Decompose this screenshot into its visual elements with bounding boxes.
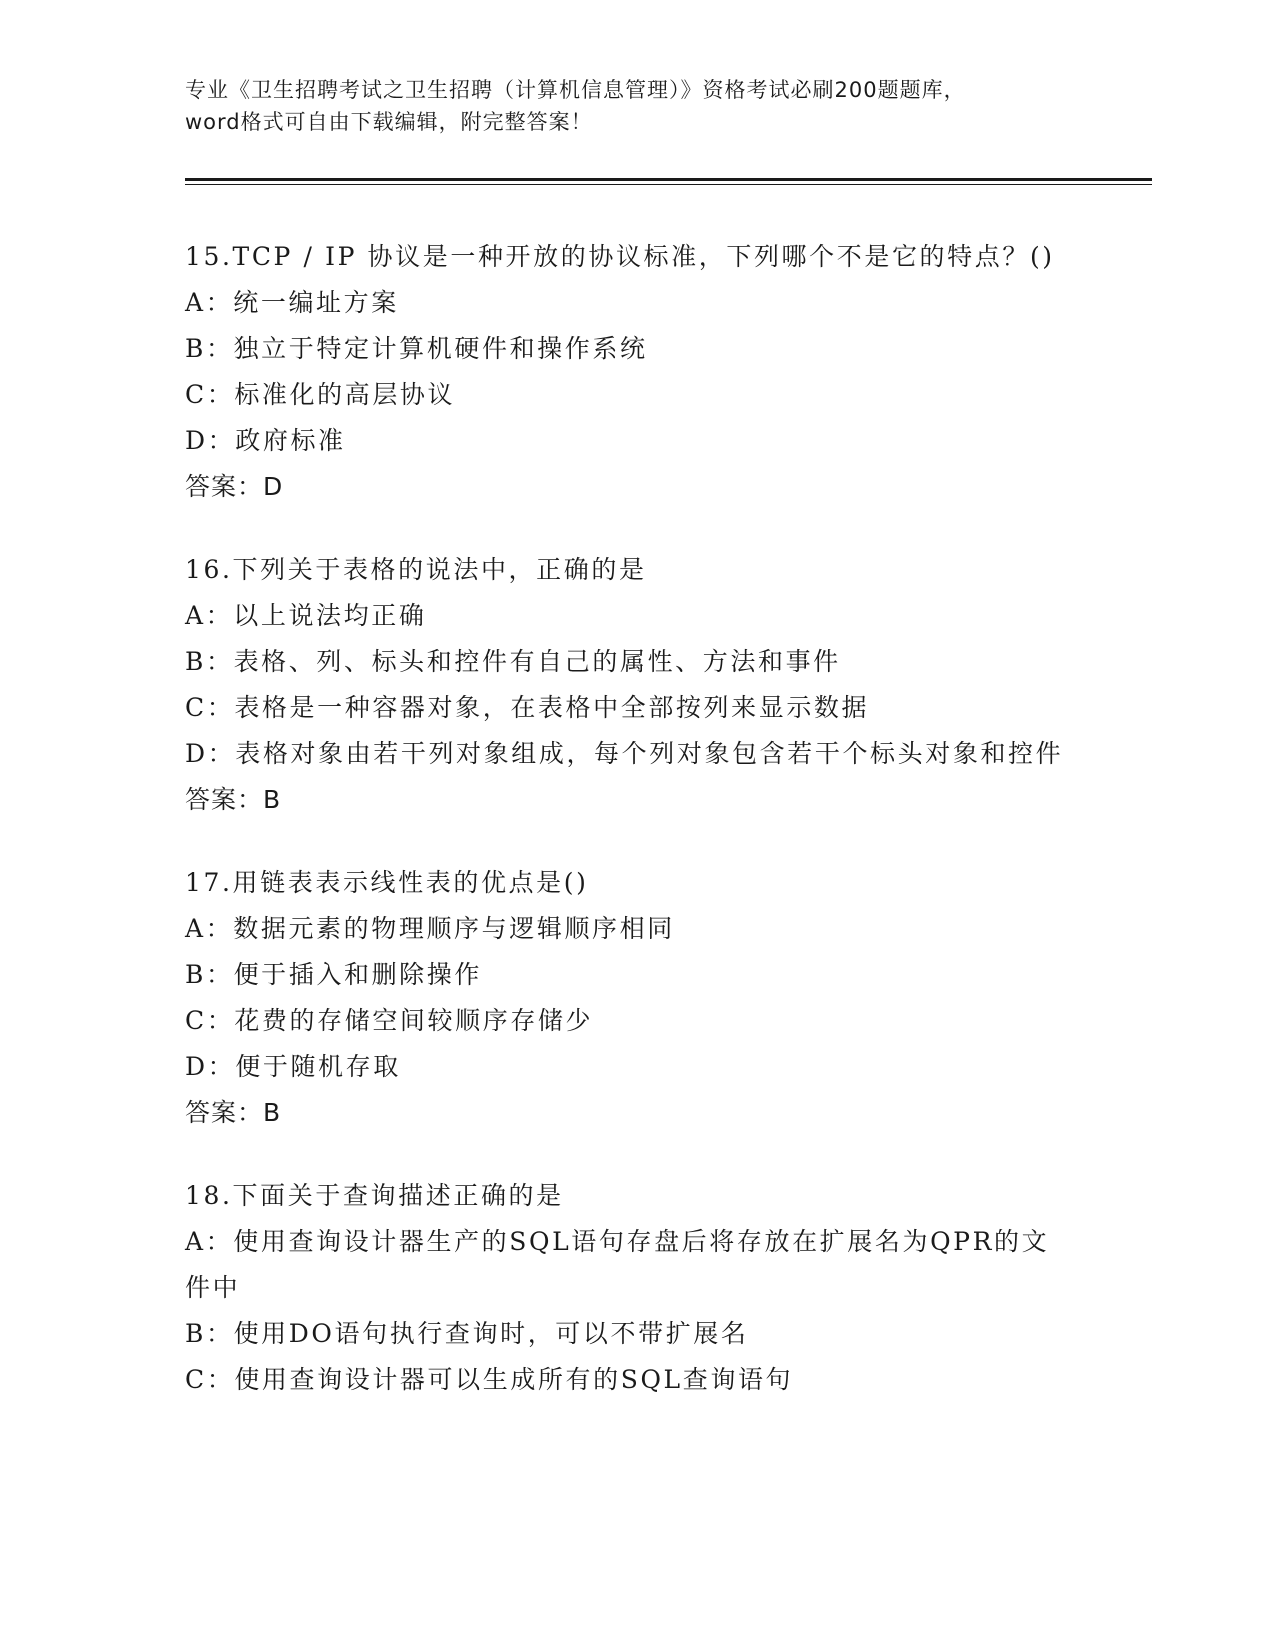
document-header — [185, 74, 1085, 138]
question-stem: 16.下列关于表格的说法中，正确的是 — [185, 555, 647, 584]
question-stem: 17.用链表表示线性表的优点是() — [185, 868, 589, 897]
option-c: C：使用查询设计器可以生成所有的SQL查询语句 — [185, 1365, 794, 1394]
question-17 — [185, 860, 1075, 1136]
option-b: B：表格、列、标头和控件有自己的属性、方法和事件 — [185, 647, 841, 676]
option-d: D：政府标准 — [185, 426, 346, 455]
header-title-line-2: word格式可自由下载编辑，附完整答案！ — [185, 110, 593, 134]
option-a: A：统一编址方案 — [185, 288, 399, 317]
header-divider-thick — [185, 178, 1152, 181]
option-c: C：表格是一种容器对象，在表格中全部按列来显示数据 — [185, 693, 870, 722]
header-title-line-1: 专业《卫生招聘考试之卫生招聘（计算机信息管理）》资格考试必刷200题题库， — [185, 78, 966, 102]
option-b: B：便于插入和删除操作 — [185, 960, 482, 989]
option-c: C：标准化的高层协议 — [185, 380, 456, 409]
answer-line: 答案：D — [185, 472, 284, 501]
question-15 — [185, 234, 1075, 510]
option-c: C：花费的存储空间较顺序存储少 — [185, 1006, 594, 1035]
option-d: D：便于随机存取 — [185, 1052, 401, 1081]
option-d: D：表格对象由若干列对象组成，每个列对象包含若干个标头对象和控件 — [185, 739, 1064, 768]
option-a: A：数据元素的物理顺序与逻辑顺序相同 — [185, 914, 675, 943]
question-stem: 18.下面关于查询描述正确的是 — [185, 1181, 564, 1210]
question-stem: 15.TCP / IP 协议是一种开放的协议标准，下列哪个不是它的特点？() — [185, 242, 1055, 271]
option-a: A：以上说法均正确 — [185, 601, 427, 630]
option-a: A：使用查询设计器生产的SQL语句存盘后将存放在扩展名为QPR的文件中 — [185, 1227, 1050, 1302]
answer-line: 答案：B — [185, 785, 282, 814]
option-b: B：使用DO语句执行查询时，可以不带扩展名 — [185, 1319, 749, 1348]
header-divider-thin — [185, 184, 1152, 185]
question-list — [185, 234, 1075, 1440]
question-16 — [185, 547, 1075, 823]
option-b: B：独立于特定计算机硬件和操作系统 — [185, 334, 648, 363]
answer-line: 答案：B — [185, 1098, 282, 1127]
question-18 — [185, 1173, 1075, 1403]
